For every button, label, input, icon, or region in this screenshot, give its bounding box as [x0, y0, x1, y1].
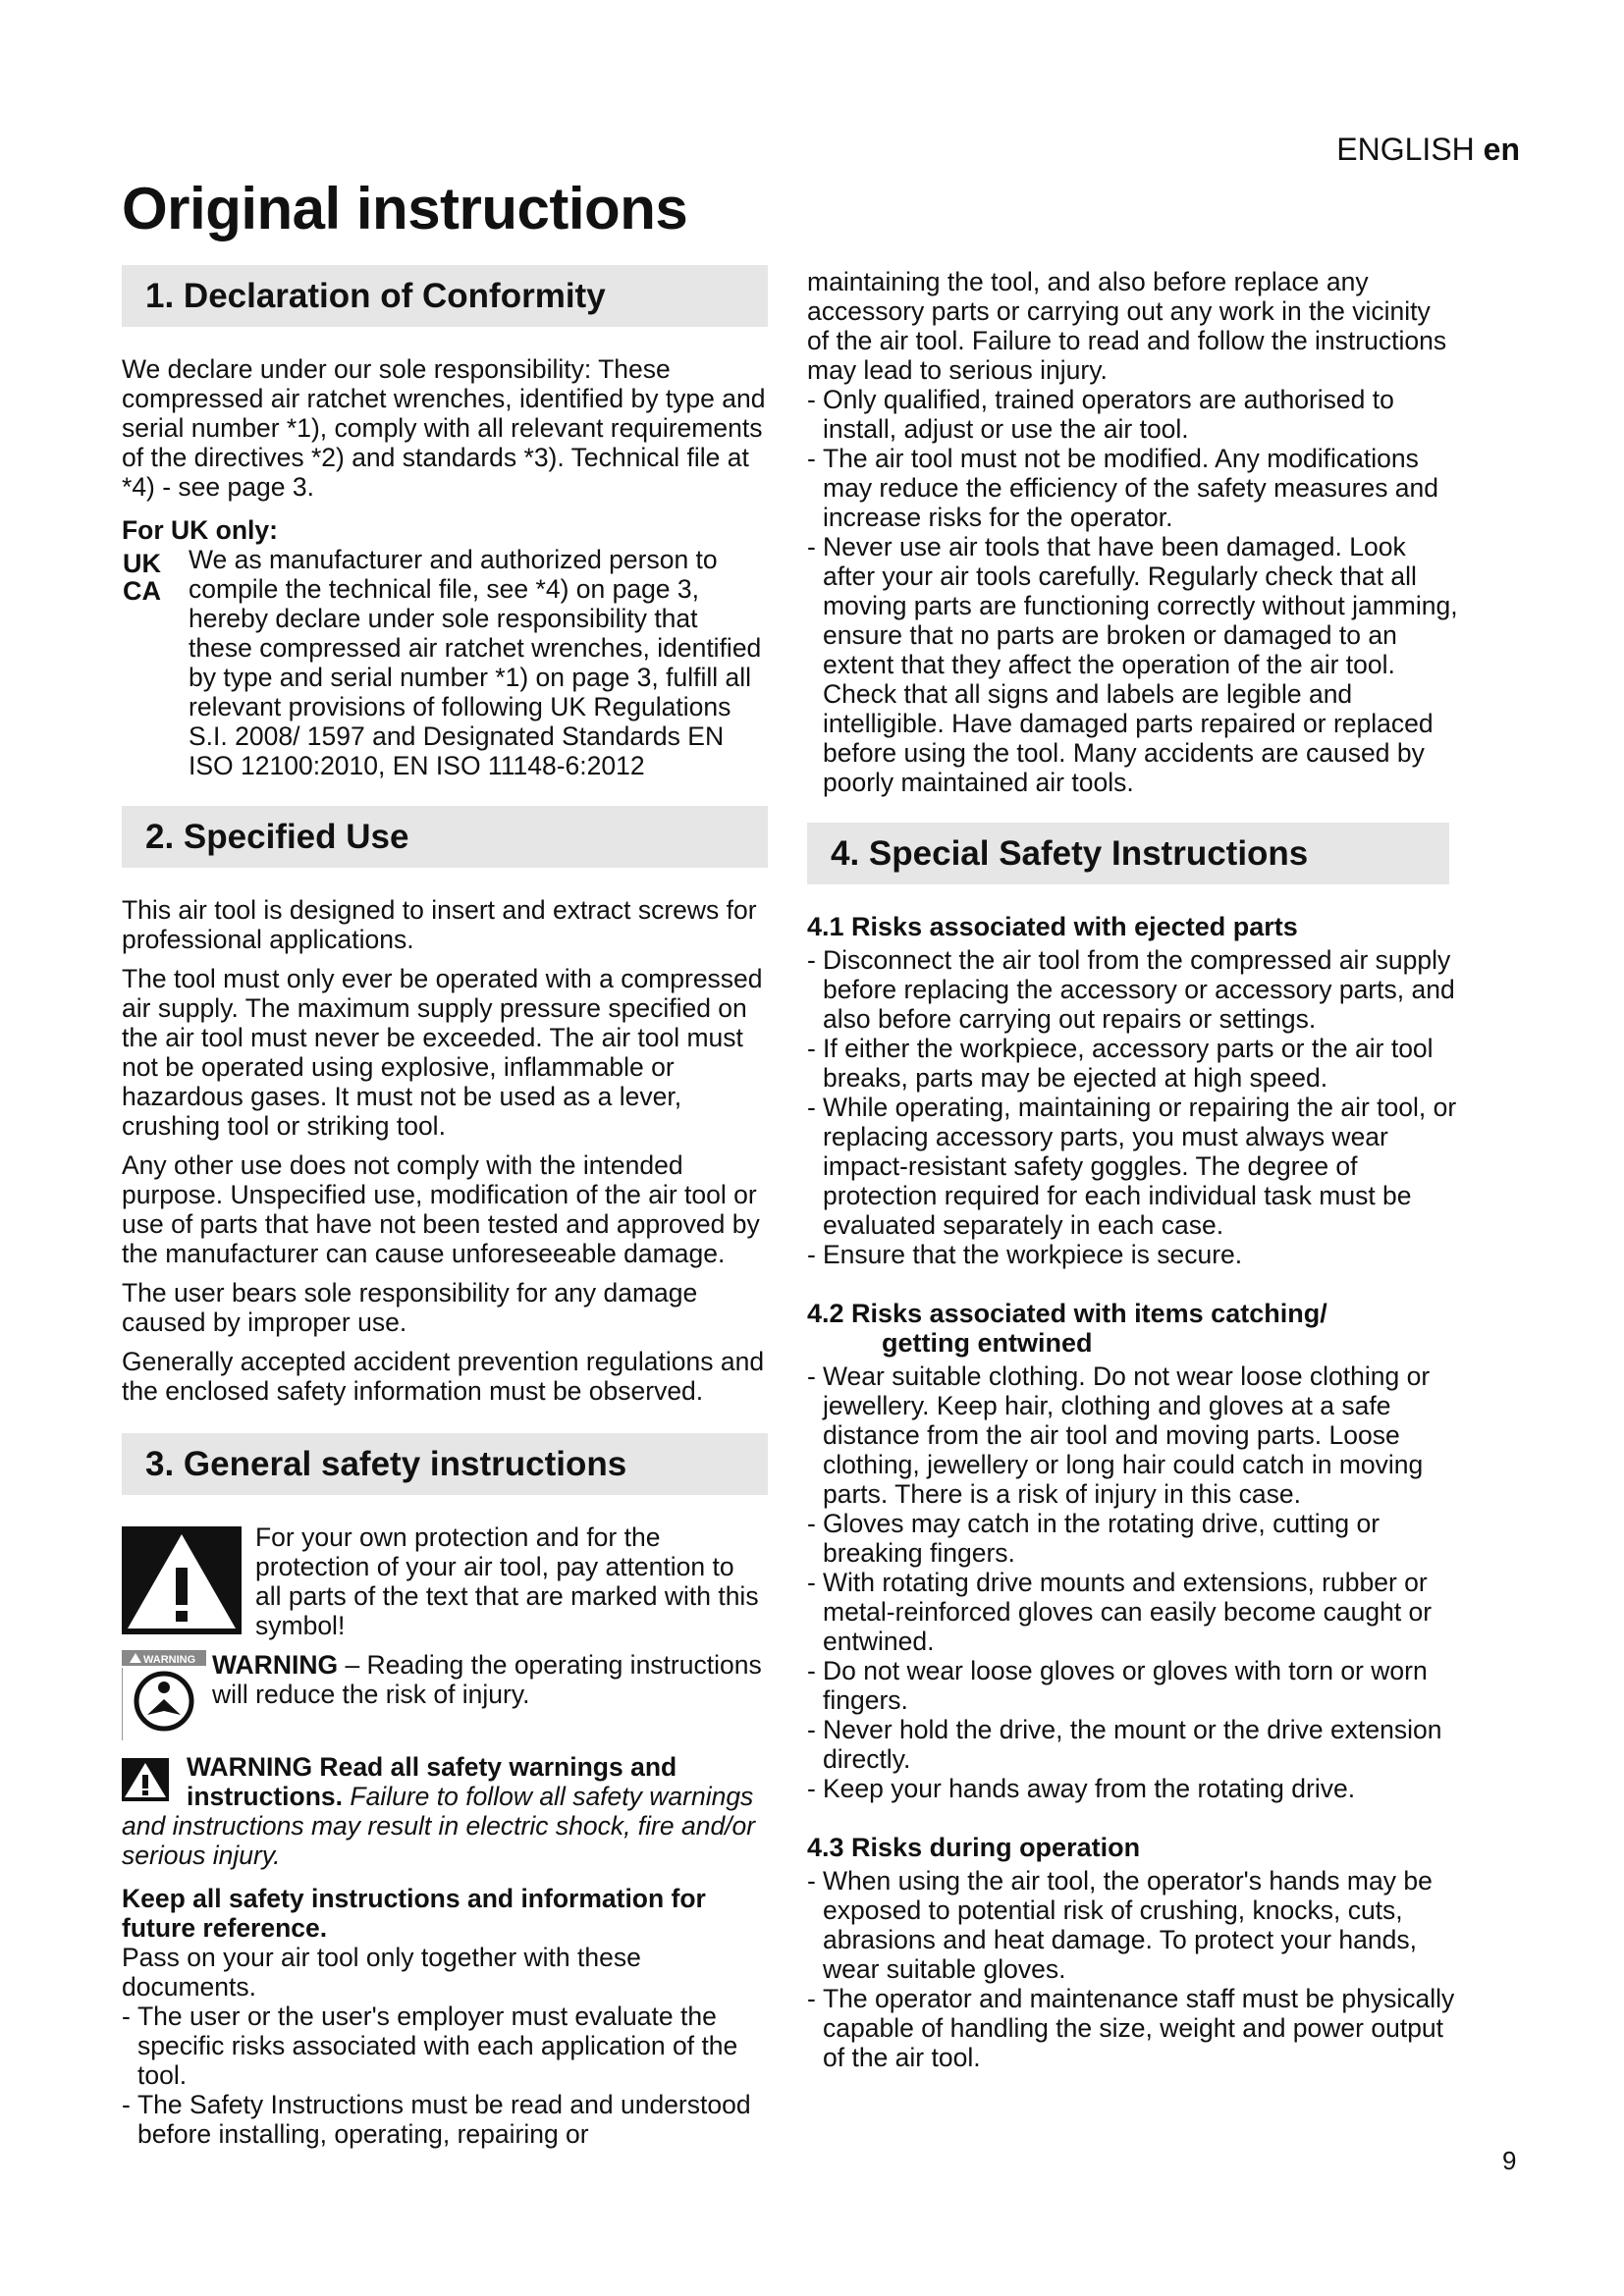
page-title: Original instructions [122, 176, 688, 241]
keep-instructions-text: Pass on your air tool only together with these documents. [122, 1943, 641, 2002]
ukca-declaration [122, 545, 766, 780]
svg-text:UK: UK [123, 549, 161, 578]
list-item: - Ensure that the workpiece is secure. [807, 1240, 1459, 1269]
list-item: - Keep your hands away from the rotating drive. [807, 1774, 1459, 1803]
subsection-4-2-heading: 4.2 Risks associated with items catching/ getting entwined [807, 1299, 1327, 1358]
list-item: - While operating, maintaining or repairing the air tool, or replacing accessory parts, you must always wear impact-resistant safety goggles. The degree of protection required for each individual task must be evaluated separately in each case. [807, 1093, 1459, 1240]
list-item: - The air tool must not be modified. Any modifications may reduce the efficiency of the safety measures and increase risks for the operator. [807, 444, 1459, 532]
read-safety-warnings [122, 1752, 766, 1870]
general-safety-list [122, 2002, 766, 2149]
keep-instructions-heading: Keep all safety instructions and information for future reference. [122, 1884, 706, 1943]
list-item: - Never hold the drive, the mount or the drive extension directly. [807, 1715, 1459, 1774]
list-item: - When using the air tool, the operator's hands may be exposed to potential risk of crushing, knocks, cuts, abrasions and heat damage. To protect your hands, wear suitable gloves. [807, 1866, 1459, 1984]
list-item: - Never use air tools that have been damaged. Look after your air tools carefully. Regularly check that all moving parts are functioning correctly without jamming, ensure that no parts are broken or damaged to an extent that they affect the operation of the air tool. Check that all signs and labels are legible and intelligible. Have damaged parts repaired or replaced before using the tool. Many accidents are caused by poorly maintained air tools. [807, 532, 1459, 797]
warning-read-bold-1: WARNING Read all safety warnings and [187, 1752, 677, 1782]
ejected-parts-list [807, 945, 1459, 1269]
list-item: - The operator and maintenance staff must be physically capable of handling the size, weight and power output of the air tool. [807, 1984, 1459, 2072]
list-item: - Only qualified, trained operators are authorised to install, adjust or use the air tool. [807, 385, 1459, 444]
subsection-4-3-heading: 4.3 Risks during operation [807, 1833, 1141, 1862]
specified-use-p1: This air tool is designed to insert and extract screws for professional applications. [122, 895, 757, 954]
warning-text: – Reading the operating instructions will reduce the risk of injury. [212, 1650, 762, 1709]
continued-text: maintaining the tool, and also before replace any accessory parts or carrying out any work in the vicinity of the air tool. Failure to read and follow the instructions may lead to serious injury. [807, 267, 1447, 385]
warning-triangle-icon [122, 1526, 242, 1634]
read-manual-warning [122, 1650, 766, 1742]
general-safety-list-continued [807, 385, 1459, 797]
subsection-4-1-heading: 4.1 Risks associated with ejected parts [807, 912, 1298, 941]
specified-use-p3: Any other use does not comply with the intended purpose. Unspecified use, modification of the air tool or use of parts that have not been tested and approved by the manufacturer can cause unforeseeable damage. [122, 1150, 760, 1268]
list-item: - Gloves may catch in the rotating drive, cutting or breaking fingers. [807, 1509, 1459, 1568]
warning-small-icon [122, 1758, 169, 1801]
list-item: - Disconnect the air tool from the compressed air supply before replacing the accessory or accessory parts, and also before carrying out repairs or settings. [807, 945, 1459, 1034]
warning-read-italic: Failure to follow all safety warnings and instructions may result in electric shock, fire and/or serious injury. [122, 1782, 756, 1870]
left-column [122, 265, 766, 2149]
specified-use-p5: Generally accepted accident prevention regulations and the enclosed safety information must be observed. [122, 1347, 765, 1406]
operation-risks-list [807, 1866, 1459, 2072]
language-code: en [1483, 132, 1520, 167]
ukca-mark-icon [122, 549, 179, 602]
section-3-heading: 3. General safety instructions [122, 1433, 768, 1495]
list-item: - The user or the user's employer must evaluate the specific risks associated with each application of the tool. [122, 2002, 766, 2090]
language-label: ENGLISH en [1336, 132, 1520, 167]
specified-use-p4: The user bears sole responsibility for any damage caused by improper use. [122, 1278, 698, 1337]
catching-list [807, 1362, 1459, 1803]
symbol-explanation-text: For your own protection and for the protection of your air tool, pay attention to all parts of the text that are marked with this symbol! [255, 1522, 759, 1640]
declaration-text: We declare under our sole responsibility: These compressed air ratchet wrenches, identified by type and serial number *1), comply with all relevant requirements of the directives *2) and standards *3). Technical file at *4) - see page 3. [122, 354, 766, 502]
warning-symbol-note [122, 1522, 766, 1640]
section-2-heading: 2. Specified Use [122, 806, 768, 868]
page-number: 9 [1502, 2146, 1517, 2175]
list-item: - With rotating drive mounts and extensions, rubber or metal-reinforced gloves can easily become caught or entwined. [807, 1568, 1459, 1656]
uk-declaration-text: We as manufacturer and authorized person to compile the technical file, see *4) on page 3, hereby declare under sole responsibility that these compressed air ratchet wrenches, identified by type and serial number *1) on page 3, fulfill all relevant provisions of following UK Regulations S.I. 2008/ 1597 and Designated Standards EN ISO 12100:2010, EN ISO 11148-6:2012 [189, 545, 762, 780]
list-item: - Do not wear loose gloves or gloves with torn or worn fingers. [807, 1656, 1459, 1715]
warning-label: WARNING [212, 1650, 339, 1680]
svg-text:CA: CA [123, 576, 161, 602]
list-item: - The Safety Instructions must be read and understood before installing, operating, repairing or [122, 2090, 766, 2149]
section-4-heading: 4. Special Safety Instructions [807, 823, 1449, 884]
list-item: - Wear suitable clothing. Do not wear loose clothing or jewellery. Keep hair, clothing and gloves at a safe distance from the air tool and moving parts. Loose clothing, jewellery or long hair could catch in moving parts. There is a risk of injury in this case. [807, 1362, 1459, 1509]
list-item: - If either the workpiece, accessory parts or the air tool breaks, parts may be ejected at high speed. [807, 1034, 1459, 1093]
uk-only-heading: For UK only: [122, 515, 278, 545]
section-1-heading: 1. Declaration of Conformity [122, 265, 768, 327]
warning-read-bold-2: instructions. [187, 1782, 344, 1811]
right-column [807, 267, 1459, 2072]
read-manual-icon [122, 1650, 206, 1740]
svg-text:WARNING: WARNING [143, 1654, 196, 1666]
specified-use-p2: The tool must only ever be operated with a compressed air supply. The maximum supply pressure specified on the air tool must never be exceeded. The air tool must not be operated using explosive, inflammable or hazardous gases. It must not be used as a lever, crushing tool or striking tool. [122, 964, 763, 1141]
